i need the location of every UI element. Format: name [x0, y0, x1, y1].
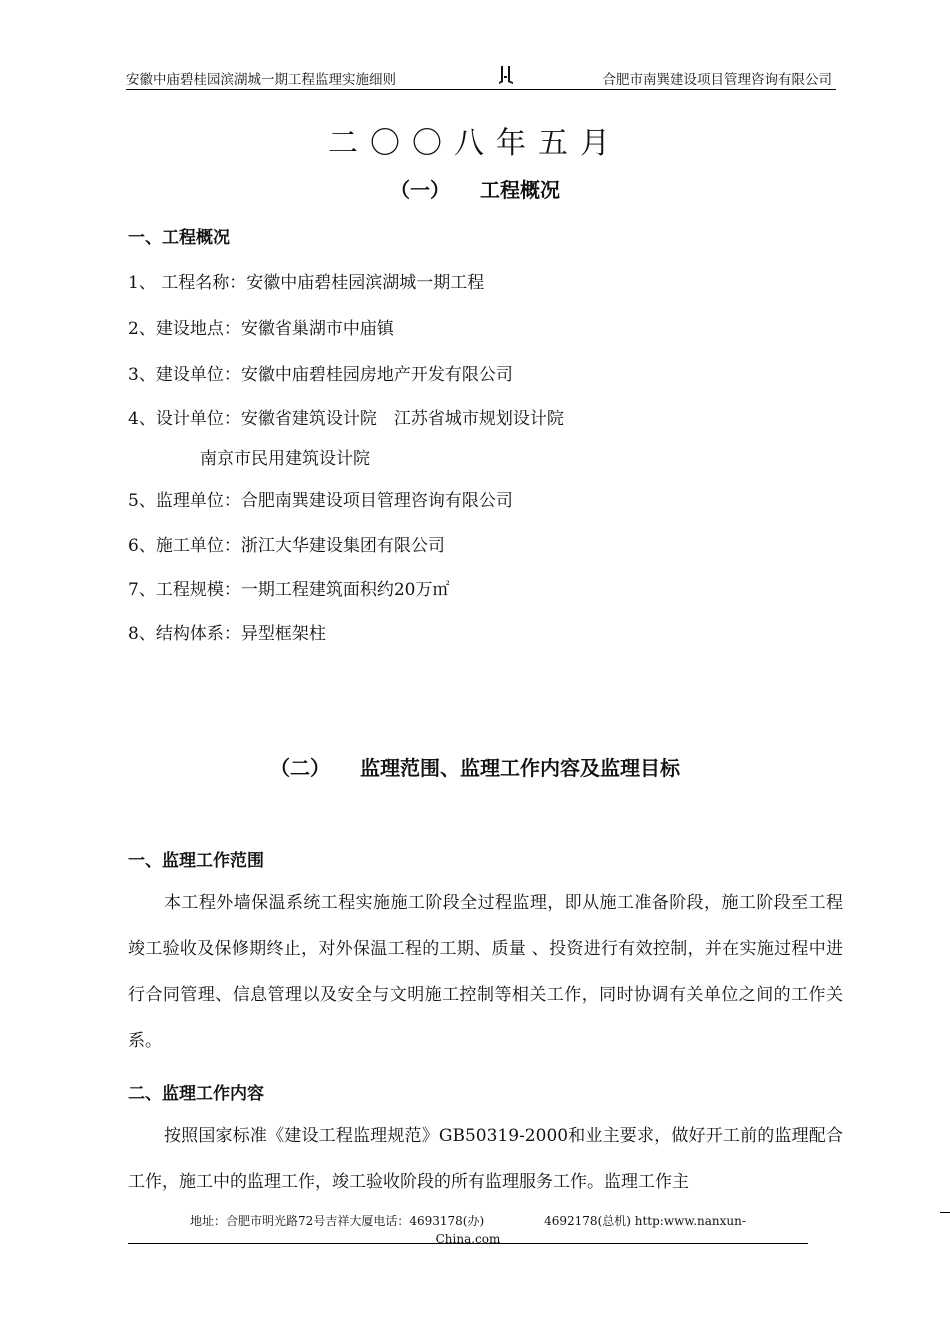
part1-heading — [0, 174, 950, 203]
header-company-name: 合肥市南巽建设项目管理咨询有限公司 — [602, 72, 832, 88]
section-heading-content: 二、监理工作内容 — [128, 1084, 264, 1104]
header-document-title: 安徽中庙碧桂园滨湖城一期工程监理实施细则 — [126, 72, 396, 88]
page-header — [126, 64, 836, 90]
section-heading-overview: 一、工程概况 — [128, 228, 230, 248]
paragraph-scope: 本工程外墙保温系统工程实施施工阶段全过程监理，即从施工准备阶段，施工阶段至工程竣工验收及保修期终止，对外保温工程的工期、质量 、投资进行有效控制，并在实施过程中进行合同管理、信息管理以及安全与文明施工控制等相关工作，同时协调有关单位之间的工作关系。 — [128, 893, 843, 1051]
item-structure: 8、结构体系：异型框架柱 — [128, 624, 326, 644]
item-contractor: 6、施工单位：浙江大华建设集团有限公司 — [128, 536, 445, 556]
part1-number: （一） — [390, 178, 450, 202]
part1-title: 工程概况 — [480, 178, 560, 202]
document-date: 二〇〇八年五月 — [328, 126, 622, 161]
paragraph-content: 按照国家标准《建设工程监理规范》GB50319-2000和业主要求，做好开工前的监理配合工作，施工中的监理工作，竣工验收阶段的所有监理服务工作。监理工作主 — [128, 1126, 843, 1192]
part2-title: 监理范围、监理工作内容及监理目标 — [360, 756, 680, 780]
item-owner: 3、建设单位：安徽中庙碧桂园房地产开发有限公司 — [128, 365, 513, 385]
item-designer-continued: 南京市民用建筑设计院 — [200, 449, 370, 469]
item-scale: 7、工程规模：一期工程建筑面积约20万㎡ — [128, 580, 450, 600]
edge-mark — [940, 1212, 950, 1213]
item-location: 2、建设地点：安徽省巢湖市中庙镇 — [128, 319, 394, 339]
footer-url-continued: China.com — [435, 1232, 501, 1246]
part2-number: （二） — [270, 756, 330, 780]
part2-heading — [0, 752, 950, 781]
footer-address-line: 地址：合肥市明光路72号吉祥大厦电话：4693178(办) 4692178(总机) http:www.nanxun- — [190, 1214, 746, 1228]
item-designer: 4、设计单位：安徽省建筑设计院 江苏省城市规划设计院 — [128, 409, 564, 429]
section-heading-scope: 一、监理工作范围 — [128, 851, 264, 871]
item-project-name: 1、 工程名称：安徽中庙碧桂园滨湖城一期工程 — [128, 273, 485, 293]
header-rule — [126, 89, 836, 90]
item-supervisor: 5、监理单位：合肥南巽建设项目管理咨询有限公司 — [128, 491, 513, 511]
company-logo-icon — [498, 64, 514, 86]
footer-rule — [128, 1243, 808, 1244]
